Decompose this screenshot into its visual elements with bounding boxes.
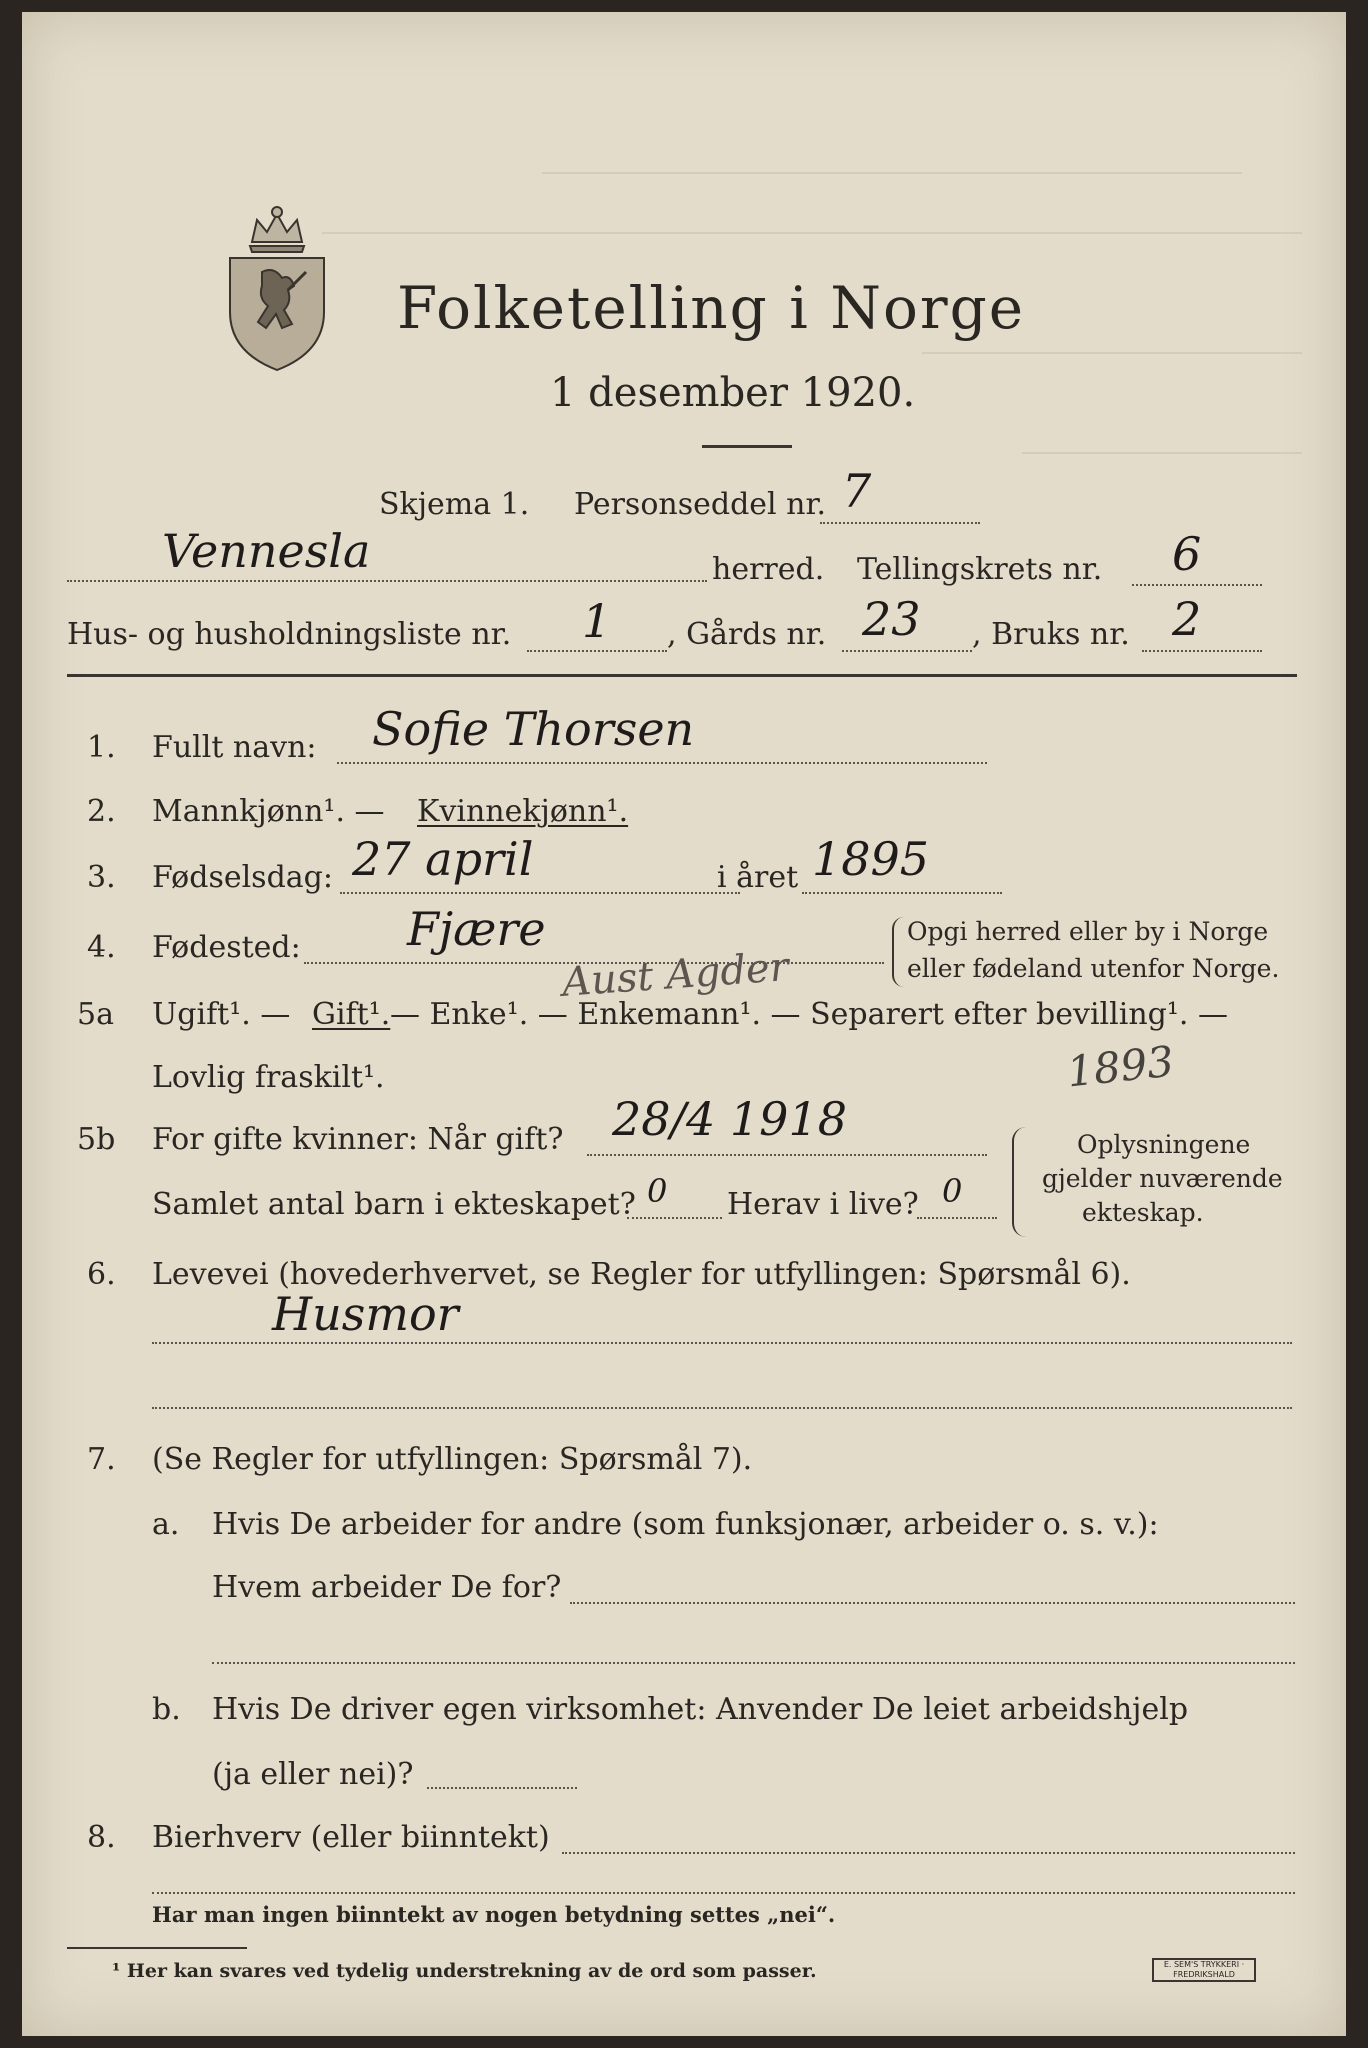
bleed-through: [322, 212, 1302, 234]
tellingskrets-value: 6: [1172, 527, 1202, 581]
footnote: ¹ Her kan svares ved tydelig understrekning av de ord som passer.: [112, 1960, 817, 1982]
gards-value: 23: [862, 592, 921, 646]
q7b-label: Hvis De driver egen virksomhet: Anvender De leiet arbeidshjelp: [212, 1692, 1189, 1727]
q8-number: 8.: [87, 1820, 116, 1855]
husholdning-value: 1: [582, 594, 612, 648]
bruks-value: 2: [1172, 592, 1202, 646]
q2-option-male: Mannkjønn¹. —: [152, 794, 385, 829]
q7-label: (Se Regler for utfyllingen: Spørsmål 7).: [152, 1442, 753, 1477]
q5a-options-rest: — Enke¹. — Enkemann¹. — Separert efter bevilling¹. —: [390, 997, 1228, 1032]
gards-label: , Gårds nr.: [667, 617, 827, 652]
q6-value: Husmor: [272, 1287, 459, 1341]
q5a-option-fraskilt: Lovlig fraskilt¹.: [152, 1060, 385, 1095]
herred-label: herred.: [712, 552, 825, 587]
footer-note: Har man ingen biinntekt av nogen betydning settes „nei“.: [152, 1902, 836, 1927]
header-divider: [67, 674, 1297, 677]
q2-option-female: Kvinnekjønn¹.: [417, 794, 629, 829]
form-title: Folketelling i Norge: [397, 274, 1026, 342]
title-divider: [702, 445, 792, 448]
q5b-number: 5b: [77, 1122, 116, 1157]
personseddel-value: 7: [842, 464, 872, 518]
personseddel-label: Personseddel nr.: [574, 487, 827, 522]
q5b-alive-value: 0: [942, 1172, 963, 1210]
q3-value: 27 april: [352, 832, 534, 886]
q5b-value: 28/4 1918: [612, 1092, 847, 1146]
bruks-label: , Bruks nr.: [972, 617, 1130, 652]
skjema-label: Skjema 1.: [379, 487, 530, 522]
q5a-annotation: 1893: [1064, 1036, 1177, 1097]
q4-brace: [892, 917, 904, 987]
tellingskrets-label: Tellingskrets nr.: [857, 552, 1103, 587]
q4-number: 4.: [87, 930, 116, 965]
q5a-number: 5a: [77, 997, 114, 1032]
q5b-children-label: Samlet antal barn i ekteskapet?: [152, 1187, 636, 1222]
q4-note-line1: Opgi herred eller by i Norge: [907, 917, 1269, 946]
q5b-children-value: 0: [647, 1172, 668, 1210]
q7a-number: a.: [152, 1507, 180, 1542]
q7b-sub-label: (ja eller nei)?: [212, 1757, 414, 1792]
q4-annotation: Aust Agder: [560, 944, 791, 1006]
census-form-page: [22, 12, 1346, 2036]
herred-value: Vennesla: [162, 524, 371, 578]
q5b-label: For gifte kvinner: Når gift?: [152, 1122, 564, 1157]
q7b-number: b.: [152, 1692, 181, 1727]
bleed-through: [1022, 432, 1302, 454]
q2-number: 2.: [87, 794, 116, 829]
q1-value: Sofie Thorsen: [372, 702, 695, 756]
q4-note-line2: eller fødeland utenfor Norge.: [907, 954, 1280, 983]
q3-year-value: 1895: [812, 832, 930, 886]
q1-label: Fullt navn:: [152, 730, 317, 765]
q5b-note-line2: gjelder nuværende: [1042, 1164, 1283, 1193]
husholdning-label: Hus- og husholdningsliste nr.: [67, 617, 512, 652]
q5a-option-gift: Gift¹.: [312, 997, 391, 1032]
norway-coat-of-arms-icon: [222, 202, 332, 372]
q5b-alive-label: Herav i live?: [727, 1187, 919, 1222]
q5a-option-ugift: Ugift¹. —: [152, 997, 291, 1032]
printer-stamp: E. SEM'S TRYKKERI · FREDRIKSHALD: [1152, 1958, 1256, 1982]
q1-number: 1.: [87, 730, 116, 765]
q3-year-label: i året: [717, 860, 799, 895]
q6-number: 6.: [87, 1257, 116, 1292]
q7a-label: Hvis De arbeider for andre (som funksjonær, arbeider o. s. v.):: [212, 1507, 1159, 1542]
q3-label: Fødselsdag:: [152, 860, 333, 895]
q3-number: 3.: [87, 860, 116, 895]
q8-label: Bierhverv (eller biinntekt): [152, 1820, 550, 1855]
q4-value: Fjære: [407, 902, 546, 956]
footnote-divider: [67, 1947, 247, 1949]
q6-label: Levevei (hovederhvervet, se Regler for utfyllingen: Spørsmål 6).: [152, 1257, 1131, 1292]
q5b-note-line3: ekteskap.: [1082, 1198, 1204, 1227]
bleed-through: [542, 152, 1242, 174]
q5b-brace: [1012, 1127, 1026, 1237]
q7-number: 7.: [87, 1442, 116, 1477]
form-date: 1 desember 1920.: [550, 370, 916, 416]
q4-label: Fødested:: [152, 930, 301, 965]
q7a-sub-label: Hvem arbeider De for?: [212, 1570, 562, 1605]
q5b-note-line1: Oplysningene: [1077, 1130, 1251, 1159]
